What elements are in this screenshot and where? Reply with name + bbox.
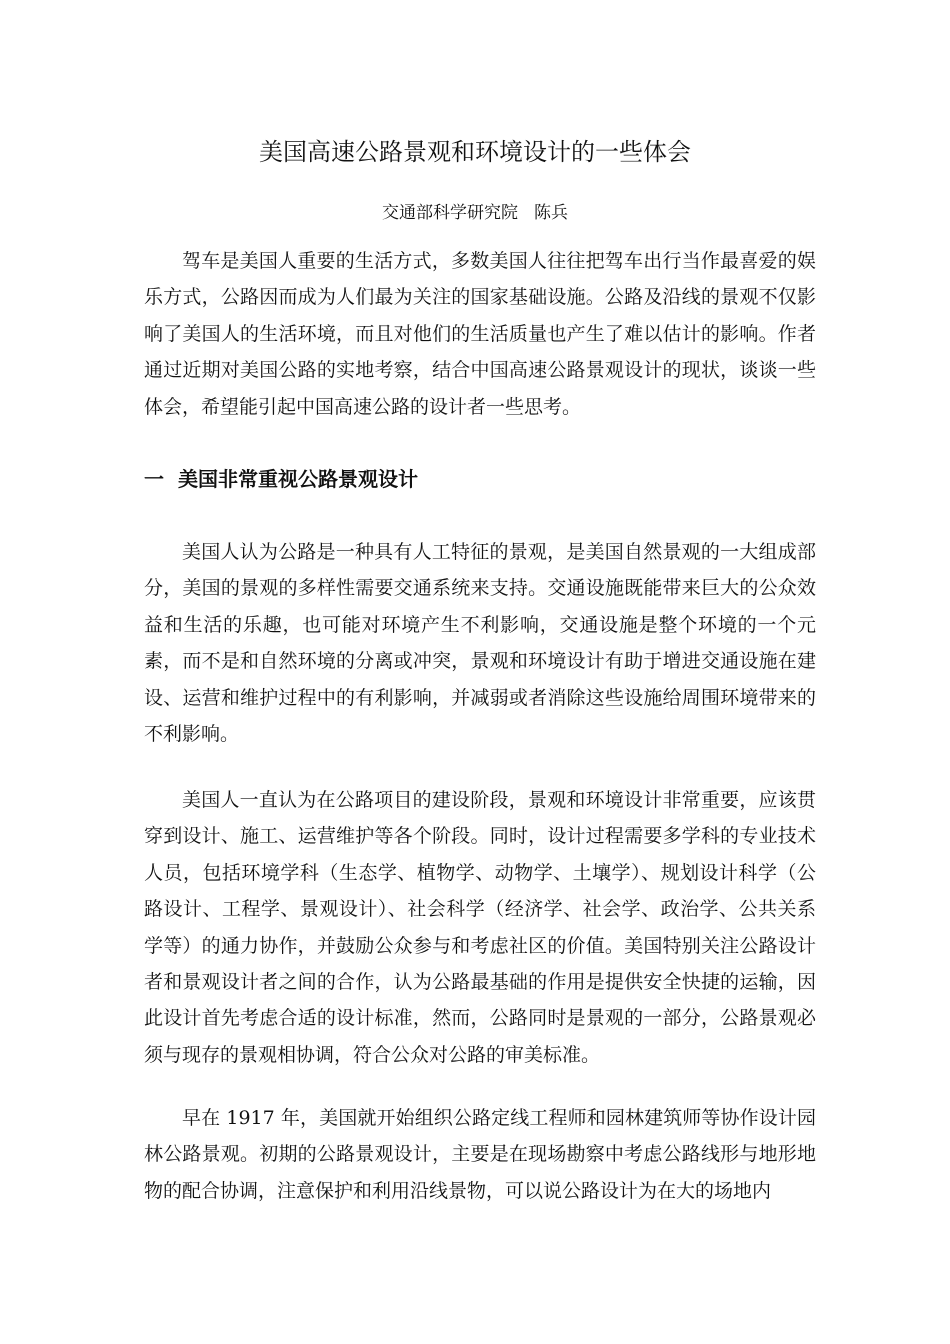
body-paragraph: 美国人认为公路是一种具有人工特征的景观，是美国自然景观的一大组成部分，美国的景观的多样性需要交通系统来支持。交通设施既能带来巨大的公众效益和生活的乐趣，也可能对环境产生不利影响，交通设施是整个环境的一个元素，而不是和自然环境的分离或冲突，景观和环境设计有助于增进交通设施在建设、运营和维护过程中的有利影响，并减弱或者消除这些设施给周围环境带来的不利影响。 xyxy=(144,541,816,746)
body-paragraph: 早在 1917 年，美国就开始组织公路定线工程师和园林建筑师等协作设计园林公路景观。初期的公路景观设计，主要是在现场勘察中考虑公路线形与地形地物的配合协调，注意保护和利用沿线景物，可以说公路设计为在大的场地内 xyxy=(144,1107,816,1202)
author-name: 陈兵 xyxy=(534,203,568,223)
body-paragraph: 美国人一直认为在公路项目的建设阶段，景观和环境设计非常重要，应该贯穿到设计、施工、运营维护等各个阶段。同时，设计过程需要多学科的专业技术人员，包括环境学科（生态学、植物学、动物学、土壤学）、规划设计科学（公路设计、工程学、景观设计）、社会科学（经济学、社会学、政治学、公共关系学等）的通力协作，并鼓励公众参与和考虑社区的价值。美国特别关注公路设计者和景观设计者之间的合作，认为公路最基础的作用是提供安全快捷的运输，因此设计首先考虑合适的设计标准，然而，公路同时是景观的一部分，公路景观必须与现存的景观相协调，符合公众对公路的审美标准。 xyxy=(144,789,816,1066)
section-number: 一 xyxy=(144,467,164,491)
section-heading xyxy=(144,462,418,496)
byline xyxy=(0,200,950,226)
author-affiliation: 交通部科学研究院 xyxy=(382,203,518,223)
intro-paragraph: 驾车是美国人重要的生活方式，多数美国人往往把驾车出行当作最喜爱的娱乐方式，公路因而成为人们最为关注的国家基础设施。公路及沿线的景观不仅影响了美国人的生活环境，而且对他们的生活质量也产生了难以估计的影响。作者通过近期对美国公路的实地考察，结合中国高速公路景观设计的现状，谈谈一些体会，希望能引起中国高速公路的设计者一些思考。 xyxy=(144,250,816,418)
document-title: 美国高速公路景观和环境设计的一些体会 xyxy=(259,138,691,166)
section-title: 美国非常重视公路景观设计 xyxy=(178,467,418,491)
